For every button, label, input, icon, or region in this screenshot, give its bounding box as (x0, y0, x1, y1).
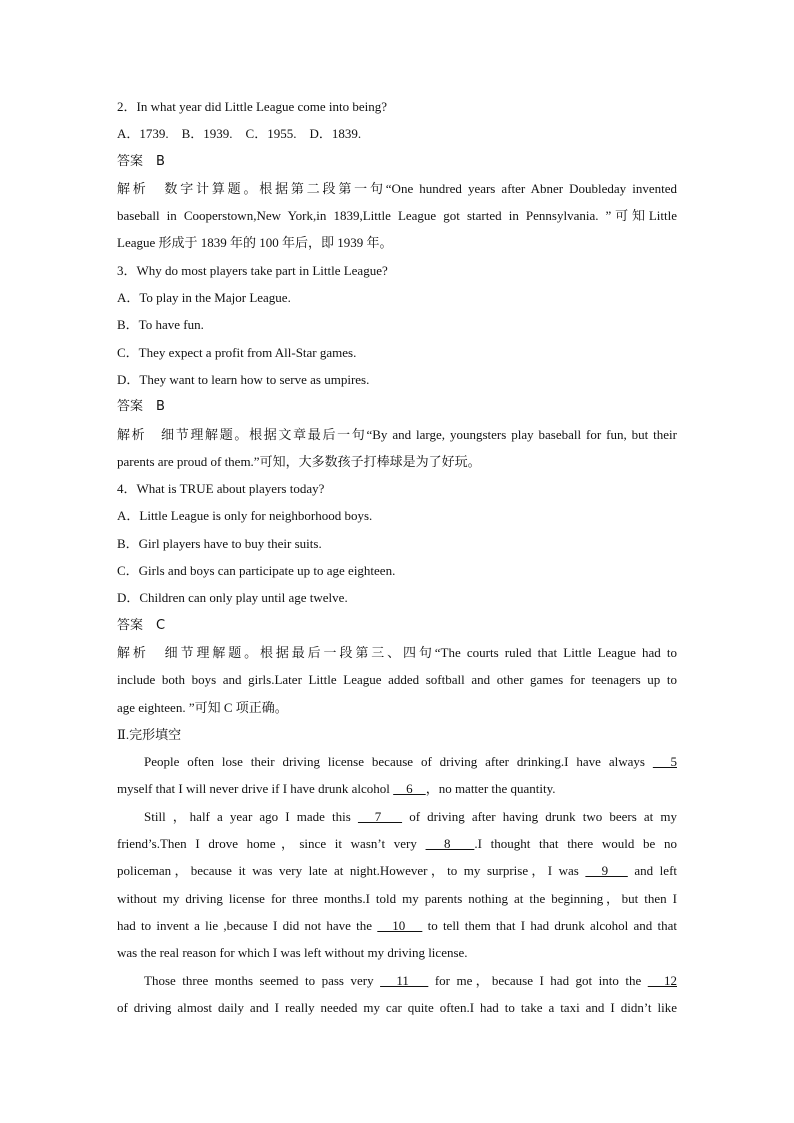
blank-9: 9 (585, 863, 628, 879)
passage-text: had to invent a lie ,because I did not have the (117, 917, 373, 933)
question-2-options: A．1739. B．1939. C．1955. D．1839. (117, 126, 362, 142)
question-4-analysis-line: 解析 细节理解题。根据最后一段第三、四句“The courts ruled that Little League had to (117, 644, 677, 660)
blank-8: 8 (425, 836, 475, 852)
passage-text: Those three months seemed to pass very (144, 972, 374, 988)
passage-text: Still ，half a year ago I made this (144, 808, 351, 824)
blank-12: 12 (647, 972, 677, 988)
blank-5: 5 (652, 754, 677, 770)
passage-line (117, 803, 677, 830)
question-4-analysis-line: age eighteen. ”可知 C 项正确。 (117, 699, 288, 715)
passage-text: and left (634, 863, 677, 879)
question-3-option: B．To have fun. (117, 317, 204, 333)
question-3: 3．Why do most players take part in Little League? (117, 262, 388, 278)
question-2-analysis-line: League 形成于 1839 年的 100 年后，即 1939 年。 (117, 235, 393, 251)
passage-line (117, 830, 677, 857)
passage-text: .I thought that there would be no (474, 836, 677, 852)
passage-line: without my driving license for three months.I told my parents nothing at the beginning，but then I (117, 890, 677, 906)
question-3-option: C．They expect a profit from All-Star games. (117, 344, 357, 360)
passage-text: policeman，because it was very late at night.However，to my surprise，I was (117, 863, 579, 879)
blank-11: 11 (380, 972, 429, 988)
question-3-analysis-line: 解析 细节理解题。根据文章最后一句“By and large, youngsters play baseball for fun, but their (117, 426, 677, 442)
passage-line (117, 775, 677, 802)
blank-7: 7 (357, 808, 403, 824)
passage-text: People often lose their driving license because of driving after drinking.I have always (144, 754, 645, 770)
question-3-option: A．To play in the Major League. (117, 290, 291, 306)
question-2-analysis-line: 解析 数字计算题。根据第二段第一句“One hundred years after Abner Doubleday invented (117, 180, 677, 196)
question-4-option: D．Children can only play until age twelve. (117, 590, 348, 606)
passage-line (117, 857, 677, 884)
document-page (117, 93, 677, 1021)
passage-text: friend’s.Then I drove home，since it wasn’t very (117, 836, 417, 852)
question-2-answer: 答案 B (117, 153, 165, 169)
passage-text: ，no matter the quantity. (425, 781, 556, 797)
passage-text: of driving after having drunk two beers at my (409, 808, 677, 824)
question-4-option: A．Little League is only for neighborhood boys. (117, 508, 373, 524)
passage-text: to tell them that I had drunk alcohol and that (427, 917, 677, 933)
passage-text: for me，because I had got into the (434, 972, 642, 988)
question-3-answer: 答案 B (117, 399, 165, 415)
section-title: Ⅱ.完形填空 (117, 726, 182, 742)
blank-10: 10 (377, 917, 423, 933)
question-2-analysis-line: baseball in Cooperstown,New York,in 1839,Little League got started in Pennsylvania. ”可知Little (117, 208, 677, 224)
passage-line: of driving almost daily and I really needed my car quite often.I had to take a taxi and I didn’t like (117, 999, 677, 1015)
question-3-option: D．They want to learn how to serve as umpires. (117, 371, 370, 387)
question-4-answer: 答案 C (117, 617, 166, 633)
question-4: 4．What is TRUE about players today? (117, 481, 325, 497)
passage-line (117, 967, 677, 994)
blank-6: 6 (393, 781, 426, 797)
passage-text: myself that I will never drive if I have drunk alcohol (117, 781, 390, 797)
question-3-analysis-line: parents are proud of them.”可知，大多数孩子打棒球是为了好玩。 (117, 453, 481, 469)
question-4-option: C．Girls and boys can participate up to age eighteen. (117, 563, 396, 579)
question-4-option: B．Girl players have to buy their suits. (117, 535, 322, 551)
question-4-analysis-line: include both boys and girls.Later Little League added softball and other games for teenagers up to (117, 672, 677, 688)
passage-line (117, 748, 677, 775)
question-2: 2．In what year did Little League come into being? (117, 99, 388, 114)
passage-line (117, 912, 677, 939)
passage-line: was the real reason for which I was left without my driving license. (117, 945, 468, 961)
